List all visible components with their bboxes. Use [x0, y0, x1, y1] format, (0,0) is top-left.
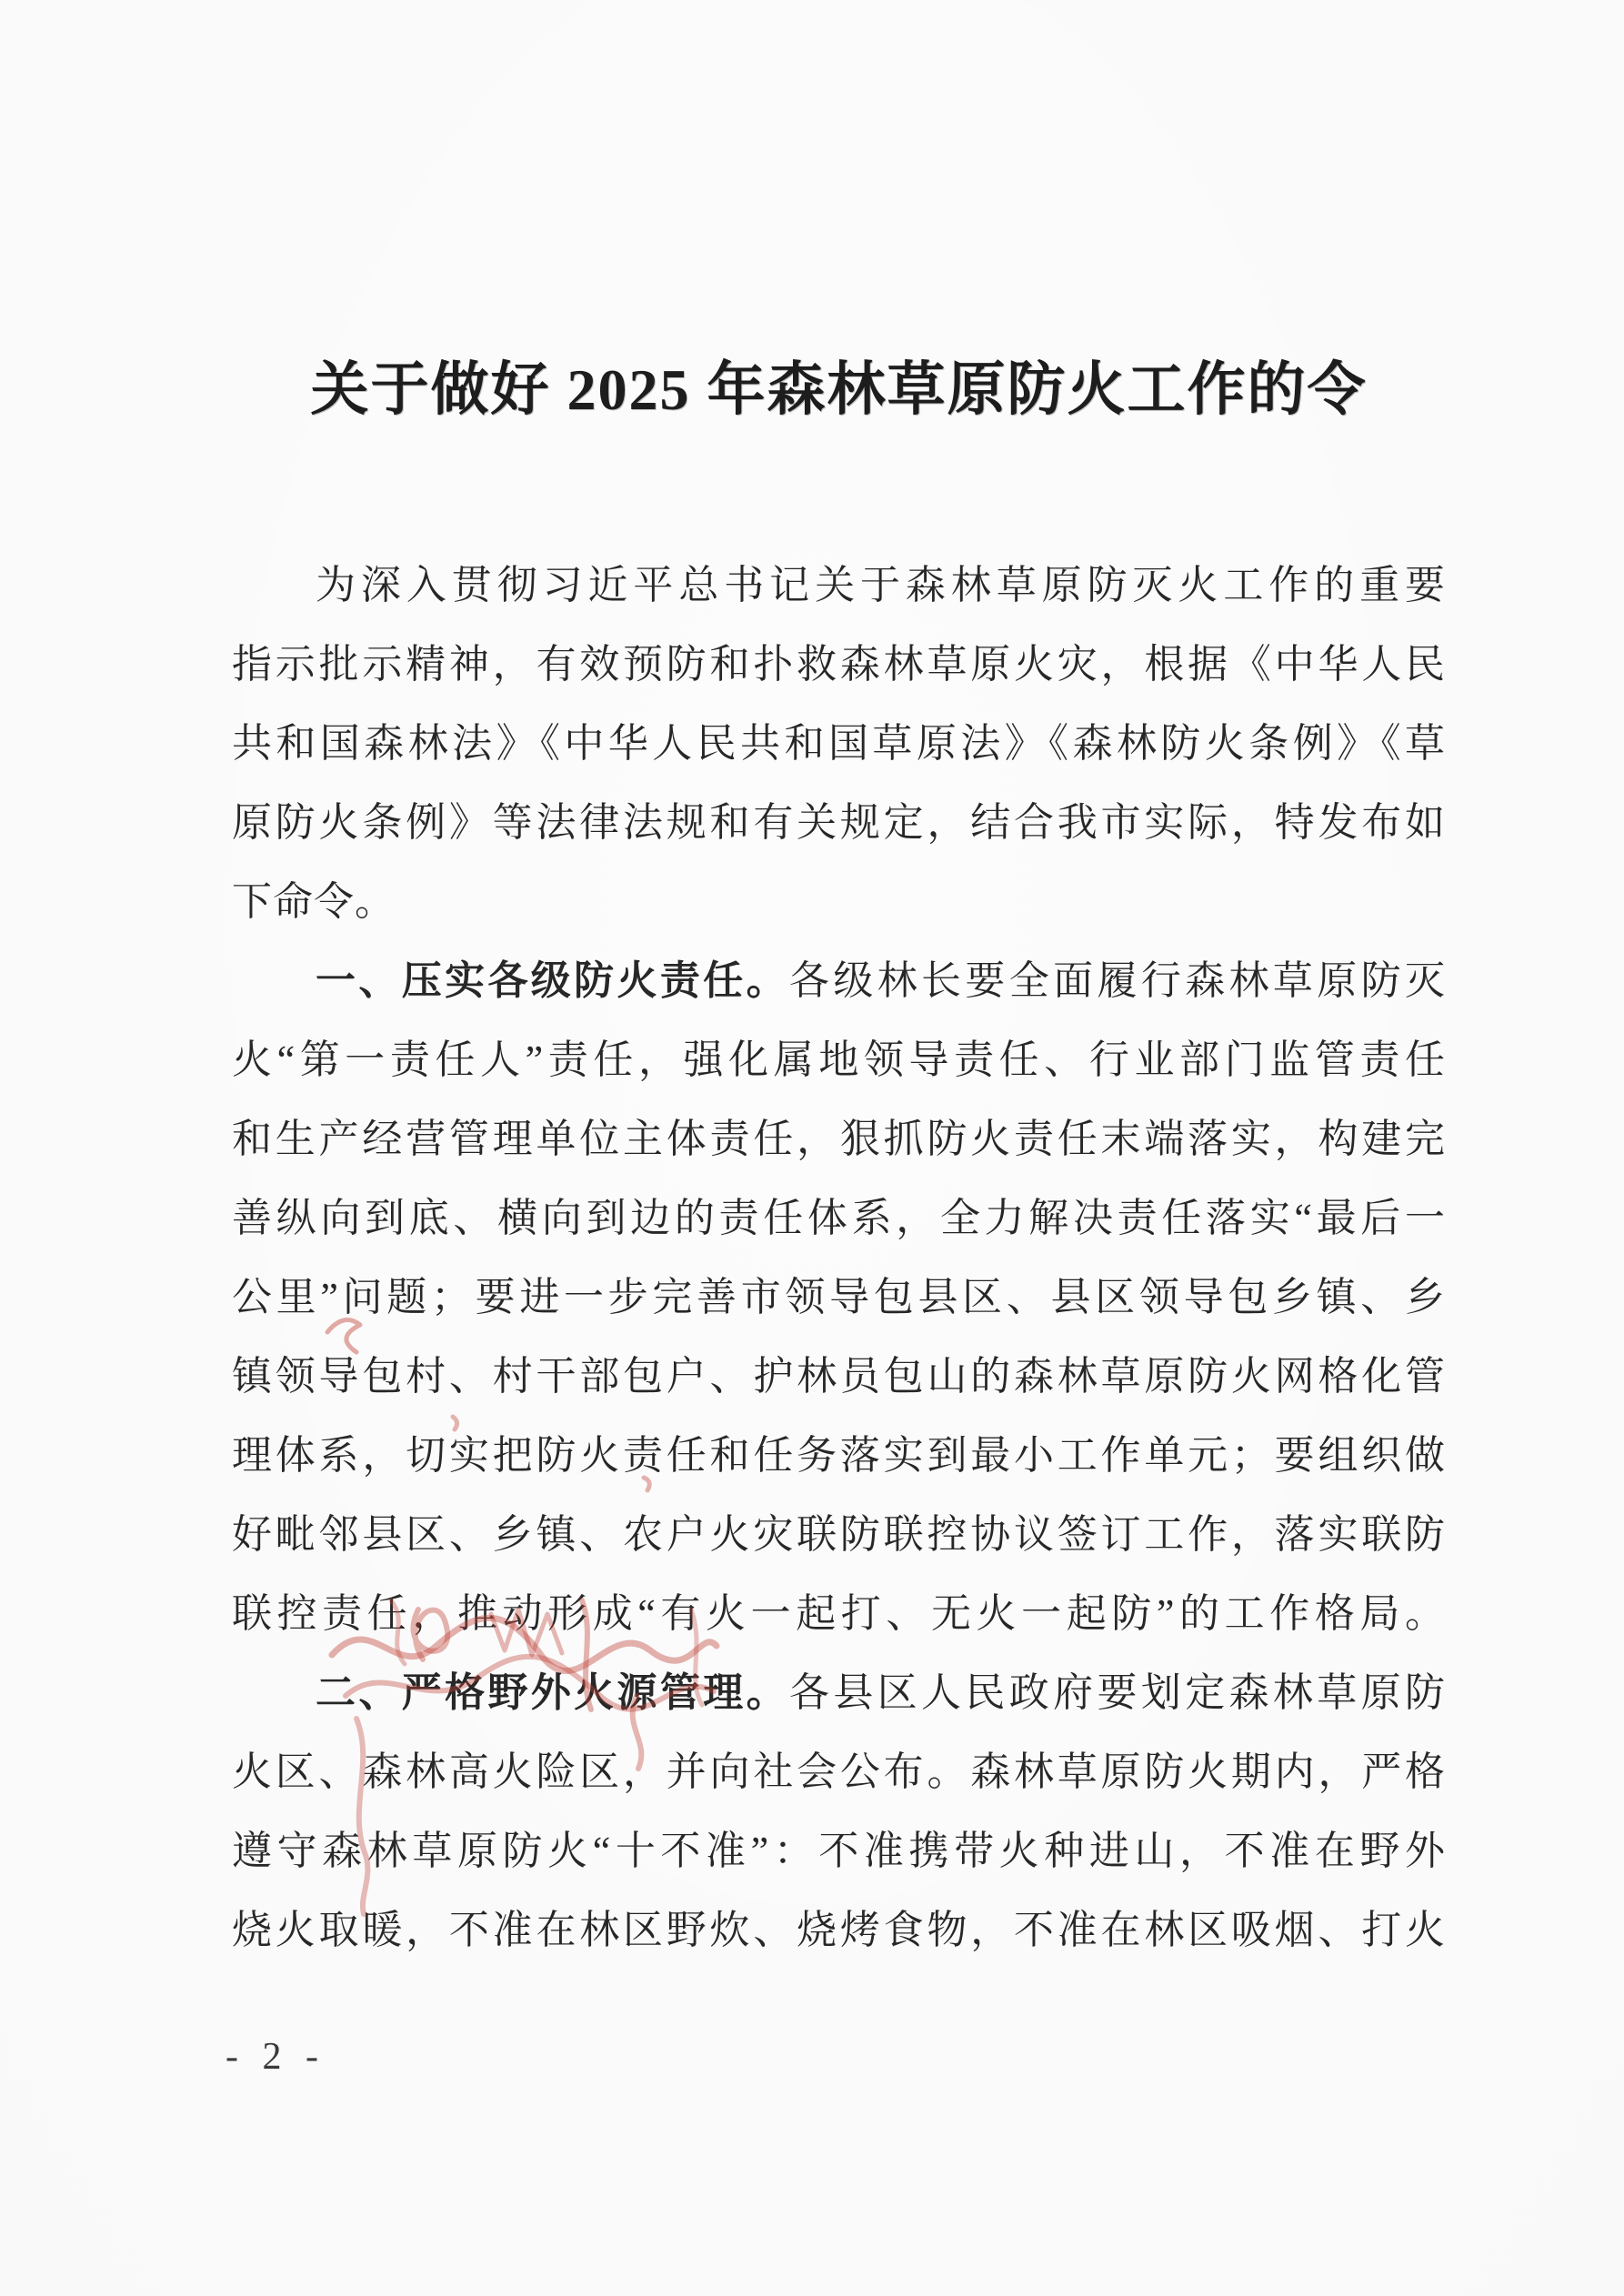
body-line [232, 783, 1446, 862]
body-line [232, 1732, 1446, 1811]
body-text: 为深入贯彻习近平总书记关于森林草原防灭火工作的重要 [316, 563, 1446, 607]
body-text: 公里”问题；要进一步完善市领导包县区、县区领导包乡镇、乡 [232, 1275, 1446, 1319]
body-text: 火“第一责任人”责任，强化属地领导责任、行业部门监管责任 [232, 1038, 1446, 1082]
body-line [232, 1178, 1446, 1258]
body-line [232, 1811, 1446, 1890]
document-title: 关于做好 2025 年森林草原防火工作的令 [310, 357, 1368, 422]
section-heading-2: 二、严格野外火源管理。 [316, 1670, 789, 1715]
body-line [232, 1258, 1446, 1337]
body-text: 火区、森林高火险区，并向社会公布。森林草原防火期内，严格 [232, 1750, 1446, 1794]
body-line [232, 625, 1446, 704]
body-text: 指示批示精神，有效预防和扑救森林草原火灾，根据《中华人民 [232, 642, 1446, 687]
body-text: 共和国森林法》《中华人民共和国草原法》《森林防火条例》《草 [232, 721, 1446, 766]
body-text: 善纵向到底、横向到边的责任体系，全力解决责任落实“最后一 [232, 1196, 1446, 1240]
body-text: 遵守森林草原防火“十不准”：不准携带火种进山，不准在野外 [232, 1829, 1446, 1873]
body-line [232, 1653, 1446, 1732]
body-line [232, 546, 1446, 625]
body-line [232, 1495, 1446, 1574]
body-text: 烧火取暖，不准在林区野炊、烧烤食物，不准在林区吸烟、打火 [232, 1908, 1446, 1952]
body-text: 和生产经营管理单位主体责任，狠抓防火责任末端落实，构建完 [232, 1117, 1446, 1161]
body-line [232, 704, 1446, 783]
body-text: 好毗邻县区、乡镇、农户火灾联防联控协议签订工作，落实联防 [232, 1512, 1446, 1557]
page-number: - 2 - [226, 2036, 326, 2078]
body-line [232, 1337, 1446, 1416]
body-line [232, 862, 1446, 941]
document-body [232, 546, 1446, 1970]
body-line [232, 1099, 1446, 1178]
body-text: 镇领导包村、村干部包户、护林员包山的森林草原防火网格化管 [232, 1354, 1446, 1399]
body-line [232, 1020, 1446, 1099]
body-text: 下命令。 [232, 879, 396, 924]
body-line [232, 941, 1446, 1020]
body-line [232, 1416, 1446, 1495]
body-line [232, 1890, 1446, 1970]
body-text: 理体系，切实把防火责任和任务落实到最小工作单元；要组织做 [232, 1433, 1446, 1478]
body-line [232, 1574, 1446, 1653]
body-text: 联控责任，推动形成“有火一起打、无火一起防”的工作格局。 [232, 1591, 1446, 1636]
section-heading-1: 一、压实各级防火责任。 [316, 958, 789, 1003]
body-text: 各县区人民政府要划定森林草原防 [788, 1670, 1447, 1715]
body-text: 各级林长要全面履行森林草原防灭 [788, 958, 1447, 1003]
body-text: 原防火条例》等法律法规和有关规定，结合我市实际，特发布如 [232, 800, 1446, 845]
